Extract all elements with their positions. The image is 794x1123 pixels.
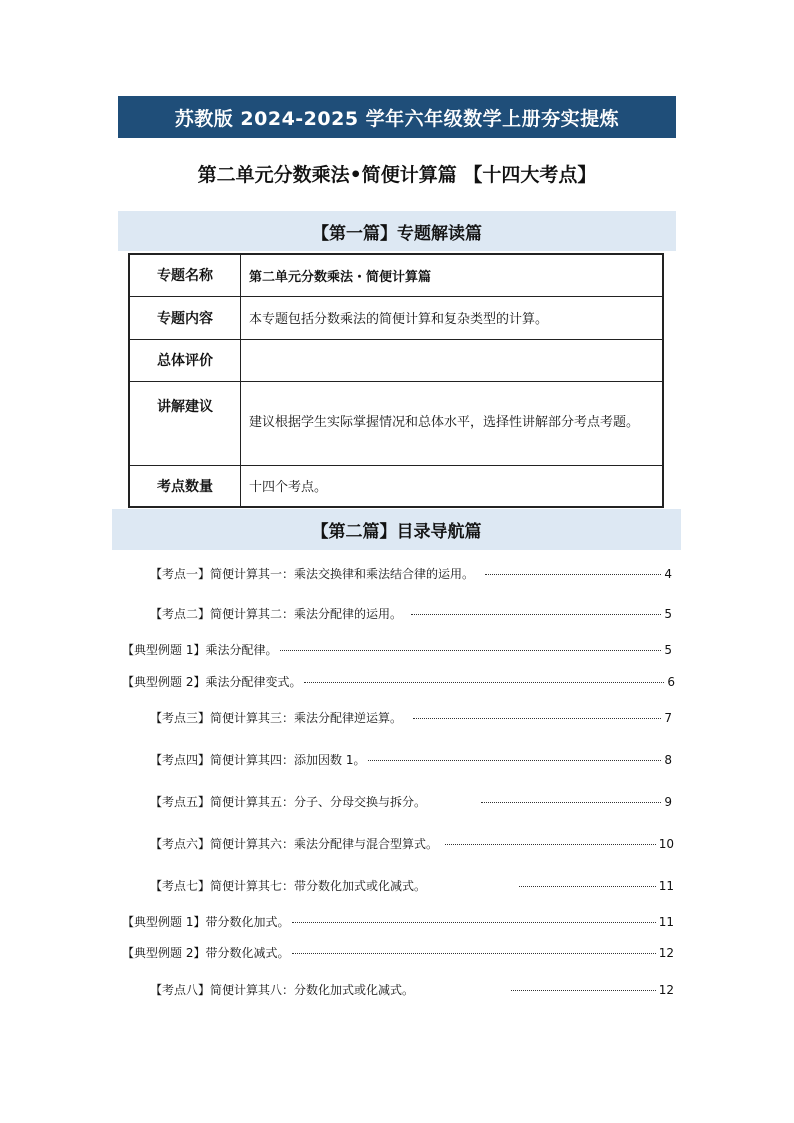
toc-page-number: 4 [664, 567, 672, 581]
toc-entry-text: 【考点一】简便计算其一：乘法交换律和乘法结合律的运用。 [150, 567, 475, 581]
toc-page-number: 7 [664, 711, 672, 725]
toc-page-number: 5 [664, 607, 672, 621]
table-row [129, 339, 663, 381]
toc-leader-dots [511, 990, 656, 991]
toc-page-number: 11 [658, 915, 674, 929]
toc-entry-text: 【考点二】简便计算其二：乘法分配律的运用。 [150, 607, 403, 621]
table-row [129, 296, 663, 339]
toc-entry[interactable] [150, 835, 674, 852]
toc-page-number: 12 [658, 946, 674, 960]
section-header-1 [118, 211, 676, 251]
toc-page-number: 9 [664, 795, 672, 809]
toc-page-number: 12 [658, 983, 674, 997]
toc-entry[interactable] [150, 565, 672, 582]
document-banner [118, 96, 676, 138]
section-title-1: 【第一篇】专题解读篇 [312, 223, 482, 244]
row-value: 第二单元分数乘法・简便计算篇 [241, 254, 664, 296]
table-row [129, 254, 663, 296]
toc-entry-text: 【考点六】简便计算其六：乘法分配律与混合型算式。 [150, 837, 439, 851]
toc-entry-text: 【考点三】简便计算其三：乘法分配律逆运算。 [150, 711, 403, 725]
toc-entry[interactable] [150, 605, 672, 622]
section-title-2: 【第二篇】目录导航篇 [311, 522, 482, 542]
toc-entry[interactable] [122, 913, 674, 930]
toc-entry-text: 【考点四】简便计算其四：添加因数 1。 [150, 753, 366, 767]
toc-entry[interactable] [150, 793, 672, 810]
toc-leader-dots [292, 953, 655, 954]
banner-title: 苏教版 2024-2025 学年六年级数学上册夯实提炼 [174, 107, 620, 130]
toc-leader-dots [280, 650, 661, 651]
table-row [129, 465, 663, 507]
toc-entry[interactable] [122, 673, 675, 690]
toc-leader-dots [481, 802, 661, 803]
document-subtitle: 第二单元分数乘法•简便计算篇 【十四大考点】 [197, 164, 597, 186]
toc-page-number: 11 [658, 879, 674, 893]
row-label: 专题内容 [129, 296, 241, 339]
toc-leader-dots [519, 886, 656, 887]
toc-leader-dots [445, 844, 656, 845]
toc-entry[interactable] [122, 641, 672, 658]
toc-entry[interactable] [150, 981, 674, 998]
row-label: 总体评价 [129, 339, 241, 381]
toc-leader-dots [292, 922, 655, 923]
toc-entry-text: 【典型例题 1】带分数化加式。 [122, 915, 290, 929]
table-row [129, 381, 663, 465]
topic-info-table [128, 253, 664, 508]
toc-page-number: 6 [667, 675, 675, 689]
section-header-2 [112, 509, 681, 550]
row-label: 考点数量 [129, 465, 241, 507]
toc-leader-dots [413, 718, 661, 719]
toc-entry-text: 【考点五】简便计算其五：分子、分母交换与拆分。 [150, 795, 427, 809]
row-value: 本专题包括分数乘法的简便计算和复杂类型的计算。 [241, 296, 664, 339]
toc-entry-text: 【典型例题 2】带分数化减式。 [122, 946, 290, 960]
toc-leader-dots [304, 682, 664, 683]
row-value: 建议根据学生实际掌握情况和总体水平，选择性讲解部分考点考题。 [241, 381, 664, 465]
toc-leader-dots [368, 760, 661, 761]
toc-page-number: 10 [658, 837, 674, 851]
toc-entry-text: 【典型例题 2】乘法分配律变式。 [122, 675, 302, 689]
toc-entry-text: 【典型例题 1】乘法分配律。 [122, 643, 278, 657]
toc-page-number: 5 [664, 643, 672, 657]
row-value: 十四个考点。 [241, 465, 664, 507]
toc-leader-dots [411, 614, 661, 615]
toc-entry-text: 【考点七】简便计算其七：带分数化加式或化减式。 [150, 879, 427, 893]
toc-leader-dots [485, 574, 661, 575]
row-label: 专题名称 [129, 254, 241, 296]
toc-page-number: 8 [664, 753, 672, 767]
toc-entry[interactable] [150, 877, 674, 894]
toc-entry[interactable] [150, 709, 672, 726]
toc-entry[interactable] [150, 751, 672, 768]
toc-entry-text: 【考点八】简便计算其八：分数化加式或化减式。 [150, 983, 415, 997]
toc-entry[interactable] [122, 944, 674, 961]
row-label: 讲解建议 [129, 381, 241, 465]
row-value [241, 339, 664, 381]
